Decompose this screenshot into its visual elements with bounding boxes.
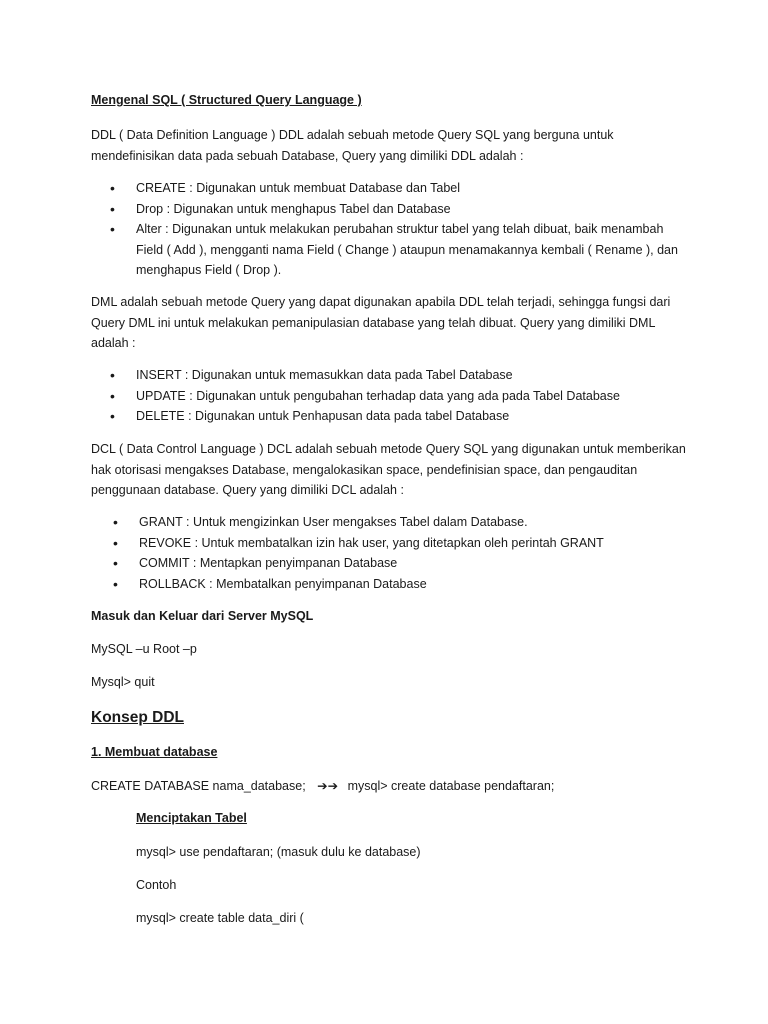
ddl-list (110, 178, 690, 281)
heading-create-database: 1. Membuat database (91, 745, 218, 759)
list-item: • CREATE : Digunakan untuk membuat Database dan Tabel (110, 178, 690, 199)
label-contoh: Contoh (136, 878, 177, 892)
ddl-intro-paragraph: DDL ( Data Definition Language ) DDL adalah sebuah metode Query SQL yang berguna untuk mendefinisikan data pada sebuah Database, Query yang dimiliki DDL adalah : (91, 128, 614, 163)
create-db-line (91, 778, 554, 793)
list-item: • REVOKE : Untuk membatalkan izin hak user, yang ditetapkan oleh perintah GRANT (113, 533, 693, 554)
heading-konsep-ddl: Konsep DDL (91, 709, 184, 726)
double-arrow-icon: ➔➔ (317, 779, 339, 793)
dcl-list (113, 512, 693, 594)
cmd-login: MySQL –u Root –p (91, 642, 197, 656)
dcl-intro-paragraph: DCL ( Data Control Language ) DCL adalah sebuah metode Query SQL yang digunakan untuk memberikan hak otorisasi mengakses Database, mengalokasikan space, pendefinisian space, dan pengauditan penggunaan database. Query yang dimiliki DCL adalah : (91, 442, 686, 497)
cmd-quit: Mysql> quit (91, 675, 155, 689)
list-item: • GRANT : Untuk mengizinkan User mengakses Tabel dalam Database. (113, 512, 693, 533)
heading-create-table: Menciptakan Tabel (136, 811, 247, 825)
create-db-syntax: CREATE DATABASE nama_database; (91, 779, 306, 793)
dml-list (110, 365, 690, 427)
list-item: • DELETE : Digunakan untuk Penhapusan data pada tabel Database (110, 406, 690, 427)
list-item: • ROLLBACK : Membatalkan penyimpanan Database (113, 574, 693, 595)
heading-sql: Mengenal SQL ( Structured Query Language ) (91, 93, 362, 107)
heading-server: Masuk dan Keluar dari Server MySQL (91, 609, 314, 623)
list-item: • COMMIT : Mentapkan penyimpanan Database (113, 553, 693, 574)
dml-intro-paragraph: DML adalah sebuah metode Query yang dapat digunakan apabila DDL telah terjadi, sehingga fungsi dari Query DML ini untuk melakukan pemanipulasian database yang telah dibuat. Query yang dimiliki DML adalah : (91, 295, 671, 350)
list-item: • UPDATE : Digunakan untuk pengubahan terhadap data yang ada pada Tabel Database (110, 386, 690, 407)
list-item: • Alter : Digunakan untuk melakukan perubahan struktur tabel yang telah dibuat, baik menambah Field ( Add ), mengganti nama Field ( Change ) ataupun menamakannya kembali ( Rename ), dan menghapus Field ( Drop ). (110, 219, 690, 281)
create-db-example: mysql> create database pendaftaran; (347, 779, 555, 793)
list-item: • INSERT : Digunakan untuk memasukkan data pada Tabel Database (110, 365, 690, 386)
cmd-create-table: mysql> create table data_diri ( (136, 911, 304, 925)
list-item: • Drop : Digunakan untuk menghapus Tabel dan Database (110, 199, 690, 220)
cmd-use: mysql> use pendaftaran; (masuk dulu ke database) (136, 845, 421, 859)
